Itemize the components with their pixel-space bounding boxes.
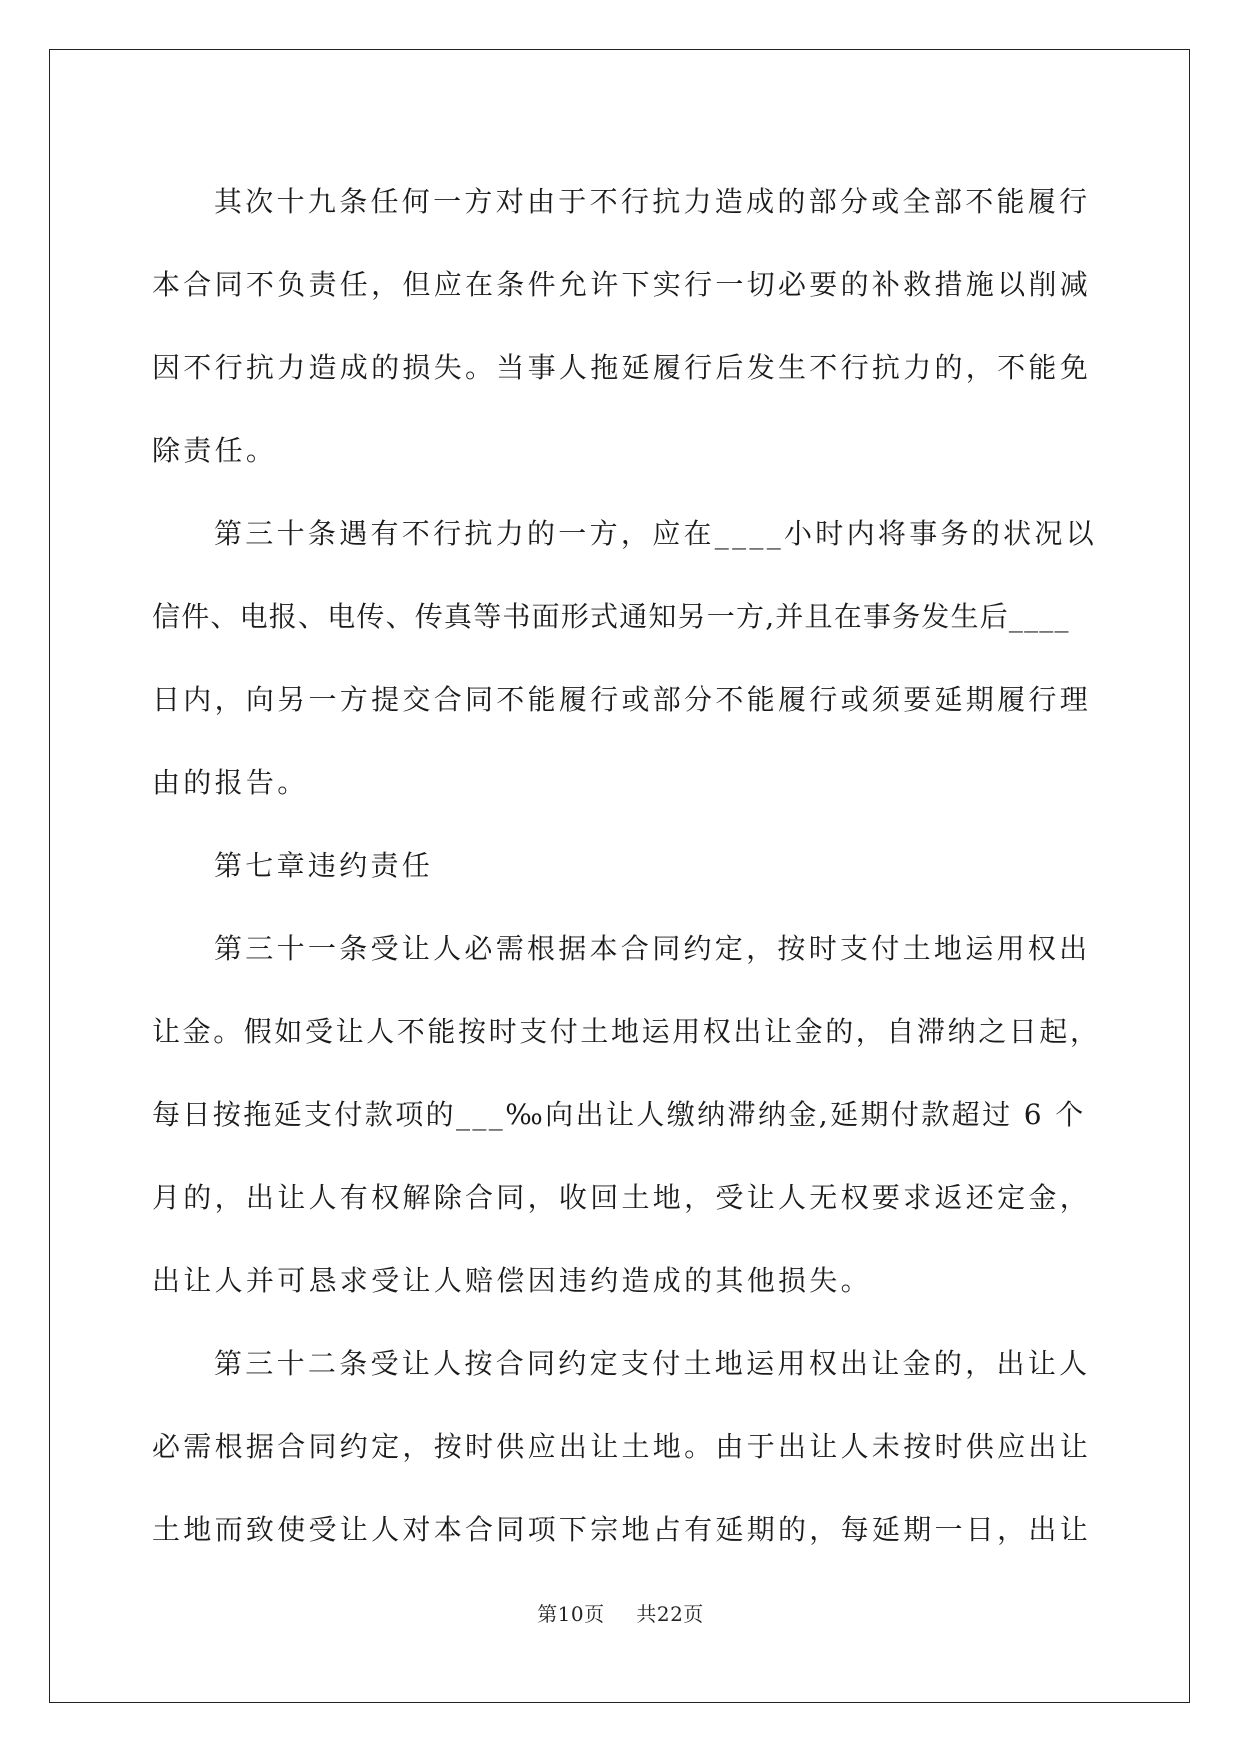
text-line: 信件、电报、电传、传真等书面形式通知另一方,并且在事务发生后____ — [152, 600, 1070, 633]
text-line: 其次十九条任何一方对由于不行抗力造成的部分或全部不能履行 — [214, 185, 1091, 218]
text-line: 第三十一条受让人必需根据本合同约定，按时支付土地运用权出 — [214, 932, 1091, 965]
document-body — [152, 160, 1101, 1571]
text-line: 必需根据合同约定，按时供应出让土地。由于出让人未按时供应出让 — [152, 1430, 1092, 1463]
text-line: 第三十条遇有不行抗力的一方，应在____小时内将事务的状况以 — [214, 517, 1098, 550]
chapter-heading — [152, 824, 1090, 907]
total-pages: 共22页 — [636, 1602, 704, 1626]
text-line: 每日按拖延支付款项的___‰向出让人缴纳滞纳金,延期付款超过 6 个 — [152, 1098, 1086, 1131]
text-line: 出让人并可恳求受让人赔偿因违约造成的其他损失。 — [152, 1264, 872, 1297]
text-line: 第七章违约责任 — [214, 849, 434, 882]
paragraph-article-31 — [152, 907, 1101, 1322]
text-line: 由的报告。 — [152, 766, 309, 799]
text-line: 除责任。 — [152, 434, 278, 467]
text-line: 让金。假如受让人不能按时支付土地运用权出让金的，自滞纳之日起， — [152, 1015, 1101, 1048]
text-line: 月的，出让人有权解除合同，收回土地，受让人无权要求返还定金， — [152, 1181, 1092, 1214]
paragraph-article-32 — [152, 1322, 1090, 1571]
text-line: 日内，向另一方提交合同不能履行或部分不能履行或须要延期履行理 — [152, 683, 1092, 716]
page-footer — [0, 1598, 1241, 1627]
text-line: 本合同不负责任，但应在条件允许下实行一切必要的补救措施以削减 — [152, 268, 1092, 301]
page-number: 第10页 — [537, 1602, 605, 1626]
text-line: 土地而致使受让人对本合同项下宗地占有延期的，每延期一日，出让 — [152, 1513, 1092, 1546]
text-line: 因不行抗力造成的损失。当事人拖延履行后发生不行抗力的，不能免 — [152, 351, 1092, 384]
paragraph-article-29 — [152, 160, 1090, 492]
paragraph-article-30 — [152, 492, 1098, 824]
text-line: 第三十二条受让人按合同约定支付土地运用权出让金的，出让人 — [214, 1347, 1091, 1380]
